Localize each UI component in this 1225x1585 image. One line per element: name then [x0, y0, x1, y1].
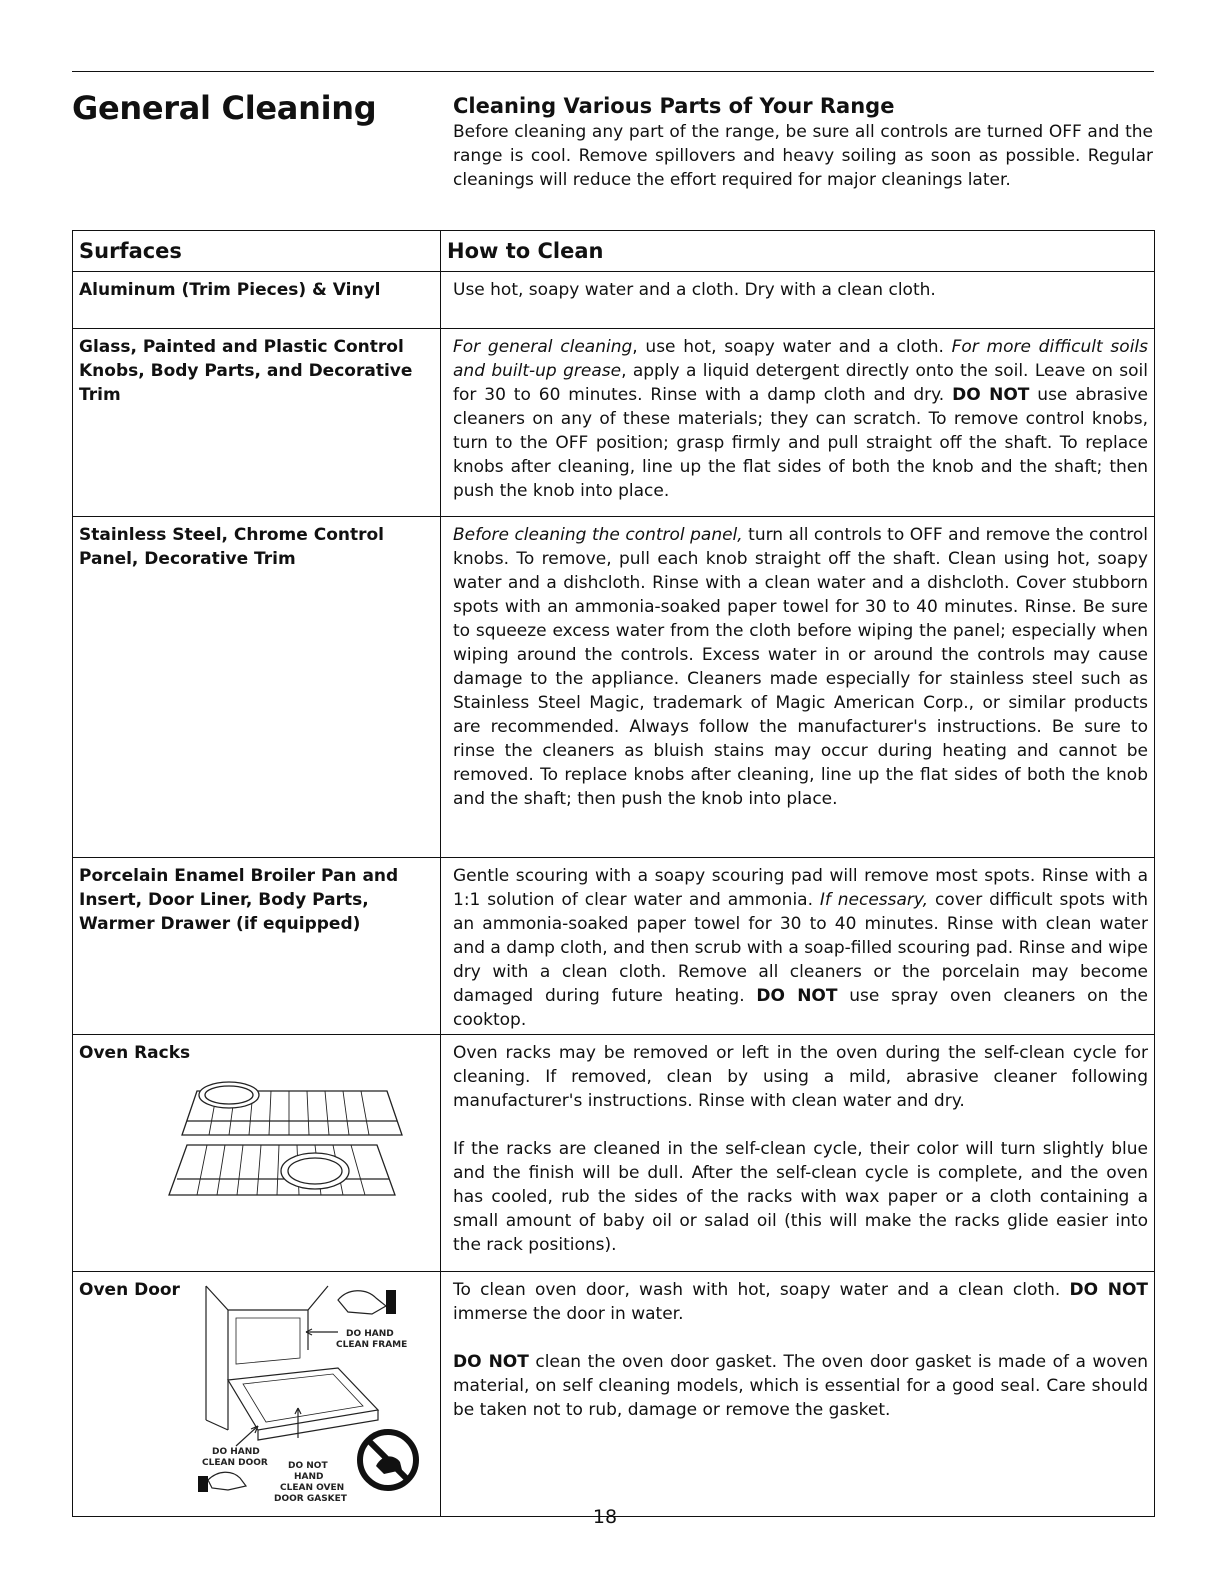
surface-cell: Aluminum (Trim Pieces) & Vinyl — [73, 272, 441, 329]
surface-label: Oven Racks — [79, 1043, 191, 1063]
instruction-paragraph: Oven racks may be removed or left in the oven during the self-clean cycle for cleaning. If removed, clean by using a mild, abrasive cleaner following manufacturer's instructions. Rinse with clean water and dry. — [453, 1043, 1148, 1111]
label-no-gasket-1: DO NOT — [288, 1461, 328, 1471]
table-row — [73, 517, 1155, 858]
header-how-to-clean: How to Clean — [441, 231, 1155, 272]
instruction-text — [453, 864, 1148, 1032]
warning-text: DO NOT — [756, 986, 838, 1006]
table-row — [73, 1272, 1155, 1517]
surface-cell: Stainless Steel, Chrome Control Panel, Decorative Trim — [73, 517, 441, 858]
label-hand-clean-door-2: CLEAN DOOR — [202, 1458, 268, 1468]
instruction-text — [453, 523, 1148, 811]
how-to-cell — [441, 1035, 1155, 1272]
table-row — [73, 329, 1155, 517]
text-run: use abrasive cleaners on any of these materials; they can scratch. To remove control knobs, turn to the OFF position; grasp firmly and pull straight off the shaft. To replace knobs after cleaning, line up the flat sides of both the knob and the shaft; then push the knob into place. — [453, 385, 1148, 501]
instruction-paragraph — [453, 1278, 1148, 1326]
text-run: cover difficult spots with an ammonia-soaked paper towel for 30 to 40 minutes. Rinse with clean water and a damp cloth, and then scrub with a soap-filled scouring pad. Rinse and wipe dry with a clean cloth. Remove all cleaners or the porcelain may become damaged during future heating. — [453, 890, 1148, 1006]
warning-text: DO NOT — [952, 385, 1030, 405]
text-run: immerse the door in water. — [453, 1304, 684, 1324]
instruction-text: Use hot, soapy water and a cloth. Dry with a clean cloth. — [453, 280, 936, 300]
warning-text: DO NOT — [1069, 1280, 1148, 1300]
emphasis-text: For general cleaning — [453, 337, 633, 357]
surface-label: Oven Door — [79, 1280, 180, 1300]
text-run: clean the oven door gasket. The oven door gasket is made of a woven material, on self cleaning models, which is essential for a good seal. Care should be taken not to rub, damage or remove the gasket. — [453, 1352, 1148, 1420]
table-row — [73, 1035, 1155, 1272]
intro-section — [453, 92, 1153, 192]
table-row — [73, 272, 1155, 329]
label-hand-clean-door-1: DO HAND — [212, 1447, 260, 1457]
header-surfaces: Surfaces — [73, 231, 441, 272]
top-rule — [72, 71, 1154, 72]
table-header-row — [73, 231, 1155, 272]
text-run: turn all controls to OFF and remove the control knobs. To remove, pull each knob straight off the shaft. Clean using hot, soapy water and a dishcloth. Rinse with a clean water and a dishcloth. Cover stubborn spots with an ammonia-soaked paper towel for 30 to 40 minutes. Rinse. Be sure to squeeze excess water from the cloth before wiping the panel; especially when wiping around the controls. Excess water in or around the controls may cause damage to the appliance. Cleaners made especially for stainless steel such as Stainless Steel Magic, trademark of Magic American Corp., or similar products are recommended. Always follow the manufacturer's instructions. Be sure to rinse the cleaners as bluish stains may occur during heating and cannot be removed. To replace knobs after cleaning, line up the flat sides of both the knob and the shaft; then push the knob into place. — [453, 525, 1148, 809]
surface-cell — [73, 1035, 441, 1272]
cleaning-table — [72, 230, 1155, 1517]
page-title: General Cleaning — [72, 89, 377, 127]
label-no-gasket-3: CLEAN OVEN — [280, 1483, 345, 1493]
how-to-cell — [441, 272, 1155, 329]
surface-cell: Porcelain Enamel Broiler Pan and Insert, Door Liner, Body Parts, Warmer Drawer (if equipped) — [73, 858, 441, 1035]
how-to-cell — [441, 517, 1155, 858]
warning-text: DO NOT — [453, 1352, 529, 1372]
intro-text: Before cleaning any part of the range, be sure all controls are turned OFF and the range is cool. Remove spillovers and heavy soiling as soon as possible. Regular cleanings will reduce the effort required for major cleanings later. — [453, 122, 1153, 190]
page-number: 18 — [592, 1506, 618, 1528]
label-no-gasket-2: HAND — [294, 1472, 324, 1482]
text-run: , use hot, soapy water and a cloth. — [632, 337, 952, 357]
label-hand-clean-frame-2: CLEAN FRAME — [336, 1340, 408, 1350]
text-run: Gentle scouring with a soapy scouring pad will remove most spots. Rinse with a 1:1 solution of clear water and ammonia. — [453, 866, 1148, 910]
text-run: , apply a liquid detergent directly onto the soil. Leave on soil for 30 to 60 minutes. Rinse with a damp cloth and dry. — [453, 361, 1148, 405]
emphasis-text: For more difficult soils and built-up grease — [453, 337, 1148, 381]
how-to-cell — [441, 858, 1155, 1035]
instruction-paragraph — [453, 1350, 1148, 1422]
text-run: use spray oven cleaners on the cooktop. — [453, 986, 1148, 1030]
table-row — [73, 858, 1155, 1035]
label-hand-clean-frame-1: DO HAND — [346, 1329, 394, 1339]
oven-door-illustration — [188, 1280, 438, 1502]
surface-cell — [73, 1272, 441, 1517]
intro-heading: Cleaning Various Parts of Your Range — [453, 94, 895, 118]
oven-racks-illustration — [157, 1073, 417, 1213]
label-no-gasket-4: DOOR GASKET — [274, 1494, 347, 1502]
how-to-cell — [441, 329, 1155, 517]
instruction-paragraph: If the racks are cleaned in the self-clean cycle, their color will turn slightly blue and the finish will be dull. After the self-clean cycle is complete, and the oven has cooled, rub the sides of the racks with wax paper or a cloth containing a small amount of baby oil or salad oil (this will make the racks glide easier into the rack positions). — [453, 1139, 1148, 1255]
surface-cell: Glass, Painted and Plastic Control Knobs, Body Parts, and Decorative Trim — [73, 329, 441, 517]
emphasis-text: If necessary, — [819, 890, 929, 910]
how-to-cell — [441, 1272, 1155, 1517]
emphasis-text: Before cleaning the control panel, — [453, 525, 743, 545]
text-run: To clean oven door, wash with hot, soapy water and a clean cloth. — [453, 1280, 1070, 1300]
instruction-text — [453, 335, 1148, 503]
